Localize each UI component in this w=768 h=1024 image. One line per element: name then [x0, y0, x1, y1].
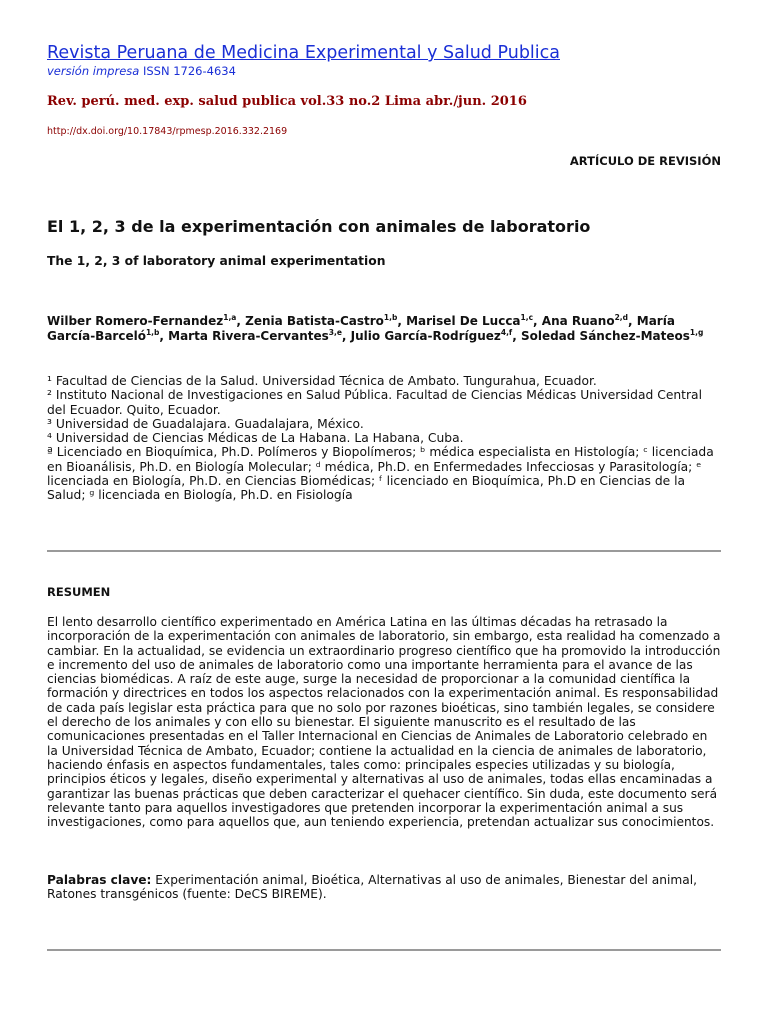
author-affiliation-marker: 3,e [328, 327, 342, 337]
citation: Rev. perú. med. exp. salud publica vol.33 no.2 Lima abr./jun. 2016 [47, 94, 527, 109]
author-name: María García-Barceló [47, 314, 675, 343]
abstract-text: El lento desarrollo científico experimentado en América Latina en las últimas décadas ha retrasado la incorporación de la experimentación con animales de laboratorio, sin embargo, esta realidad ha comenzado a cambiar. En la actualidad, se evidencia un extraordinario progreso científico que ha promovido la introducción e incremento del uso de animales de laboratorio como una importante herramienta para el avance de las ciencias biomédicas. A raíz de este auge, surge la necesidad de proporcionar a la comunidad científica la formación y directrices en todos los aspectos relacionados con la experimentación animal. Es responsabilidad de cada país legislar esta práctica para que no solo por razones bioéticas, sino también legales, se considere el derecho de los animales y con ello su bienestar. El siguiente manuscrito es el resultado de las comunicaciones presentadas en el Taller Internacional en Ciencias de Animales de Laboratorio celebrado en la Universidad Técnica de Ambato, Ecuador; contiene la actualidad en la ciencia de animales de laboratorio, haciendo énfasis en aspectos fundamentales, tales como: principales especies utilizadas y su biología, principios éticos y legales, diseño experimental y alternativas al uso de animales, todas ellas encaminadas a garantizar las buenas prácticas que deben caracterizar el quehacer científico. Sin duda, este documento será relevante tanto para aquellos investigadores que pretenden incorporar la experimentación animal a sus investigaciones, como para aquellos que, aun teniendo experiencia, pretendan actualizar sus conocimientos. [47, 615, 721, 830]
keywords [47, 873, 721, 902]
abstract-heading: RESUMEN [47, 585, 111, 599]
author-affiliation-marker: 1,c [520, 313, 534, 322]
author-affiliation-marker: 1,b [383, 313, 398, 322]
version-label: versión impresa [47, 64, 140, 78]
author-separator: , [628, 314, 637, 328]
article-title: El 1, 2, 3 de la experimentación con animales de laboratorio [47, 217, 591, 236]
affiliation-line: ⁴ Universidad de Ciencias Médicas de La Habana. La Habana, Cuba. [47, 431, 464, 446]
keywords-label: Palabras clave: [47, 873, 152, 887]
author-affiliation-marker: 2,d [614, 313, 629, 322]
author-separator: , [341, 328, 351, 343]
author-affiliation-marker: 4,f [500, 327, 513, 337]
article-subtitle: The 1, 2, 3 of laboratory animal experimentation [47, 254, 386, 268]
author-separator: , [512, 328, 521, 343]
journal-title-link[interactable]: Revista Peruana de Medicina Experimental y Salud Publica [47, 43, 560, 63]
author-name: Marisel De Lucca [406, 314, 521, 328]
author-affiliation-marker: 1,b [145, 327, 160, 337]
author-name: Zenia Batista-Castro [245, 314, 384, 328]
author-affiliation-marker: 1,g [689, 327, 704, 337]
author-affiliation-marker: 1,a [223, 313, 237, 322]
keywords-list: Experimentación animal, Bioética, Alternativas al uso de animales, Bienestar del animal, Ratones transgénicos (fuente: DeCS BIREME). [47, 873, 697, 902]
author-name: Marta Rivera-Cervantes [168, 328, 329, 343]
affiliation-line: ³ Universidad de Guadalajara. Guadalajara, México. [47, 416, 364, 431]
author-separator: , [159, 328, 169, 343]
section-divider [47, 550, 721, 552]
affiliations [47, 374, 721, 503]
affiliation-line: ² Instituto Nacional de Investigaciones en Salud Pública. Facultad de Ciencias Médicas Universidad Central del Ecuador. Quito, Ecuador. [47, 388, 703, 417]
author-name: Ana Ruano [541, 314, 615, 328]
author-list [47, 314, 721, 343]
degree-notes: ª Licenciado en Bioquímica, Ph.D. Polímeros y Biopolímeros; ᵇ médica especialista en Histología; ᶜ licenciada en Bioanálisis, Ph.D. en Biología Molecular; ᵈ médica, Ph.D. en Enfermedades Infecciosas y Parasitología; ᵉ licenciada en Biología, Ph.D. en Ciencias Biomédicas; ᶠ licenciado en Bioquímica, Ph.D en Ciencias de la Salud; ᵍ licenciada en Biología, Ph.D. en Fisiología [47, 445, 714, 503]
issn-line [47, 64, 721, 78]
affiliation-line: ¹ Facultad de Ciencias de la Salud. Universidad Técnica de Ambato. Tungurahua, Ecuador. [47, 374, 597, 388]
author-separator: , [236, 314, 246, 328]
author-separator: , [397, 314, 407, 328]
author-separator: , [533, 314, 542, 328]
section-divider [47, 949, 721, 951]
author-name: Soledad Sánchez-Mateos [520, 328, 690, 343]
doi-link[interactable]: http://dx.doi.org/10.17843/rpmesp.2016.332.2169 [47, 126, 288, 137]
author-name: Wilber Romero-Fernandez [47, 314, 224, 328]
author-name: Julio García-Rodríguez [350, 328, 501, 343]
issn-value: ISSN 1726-4634 [142, 64, 236, 78]
section-type: ARTÍCULO DE REVISIÓN [569, 154, 721, 168]
